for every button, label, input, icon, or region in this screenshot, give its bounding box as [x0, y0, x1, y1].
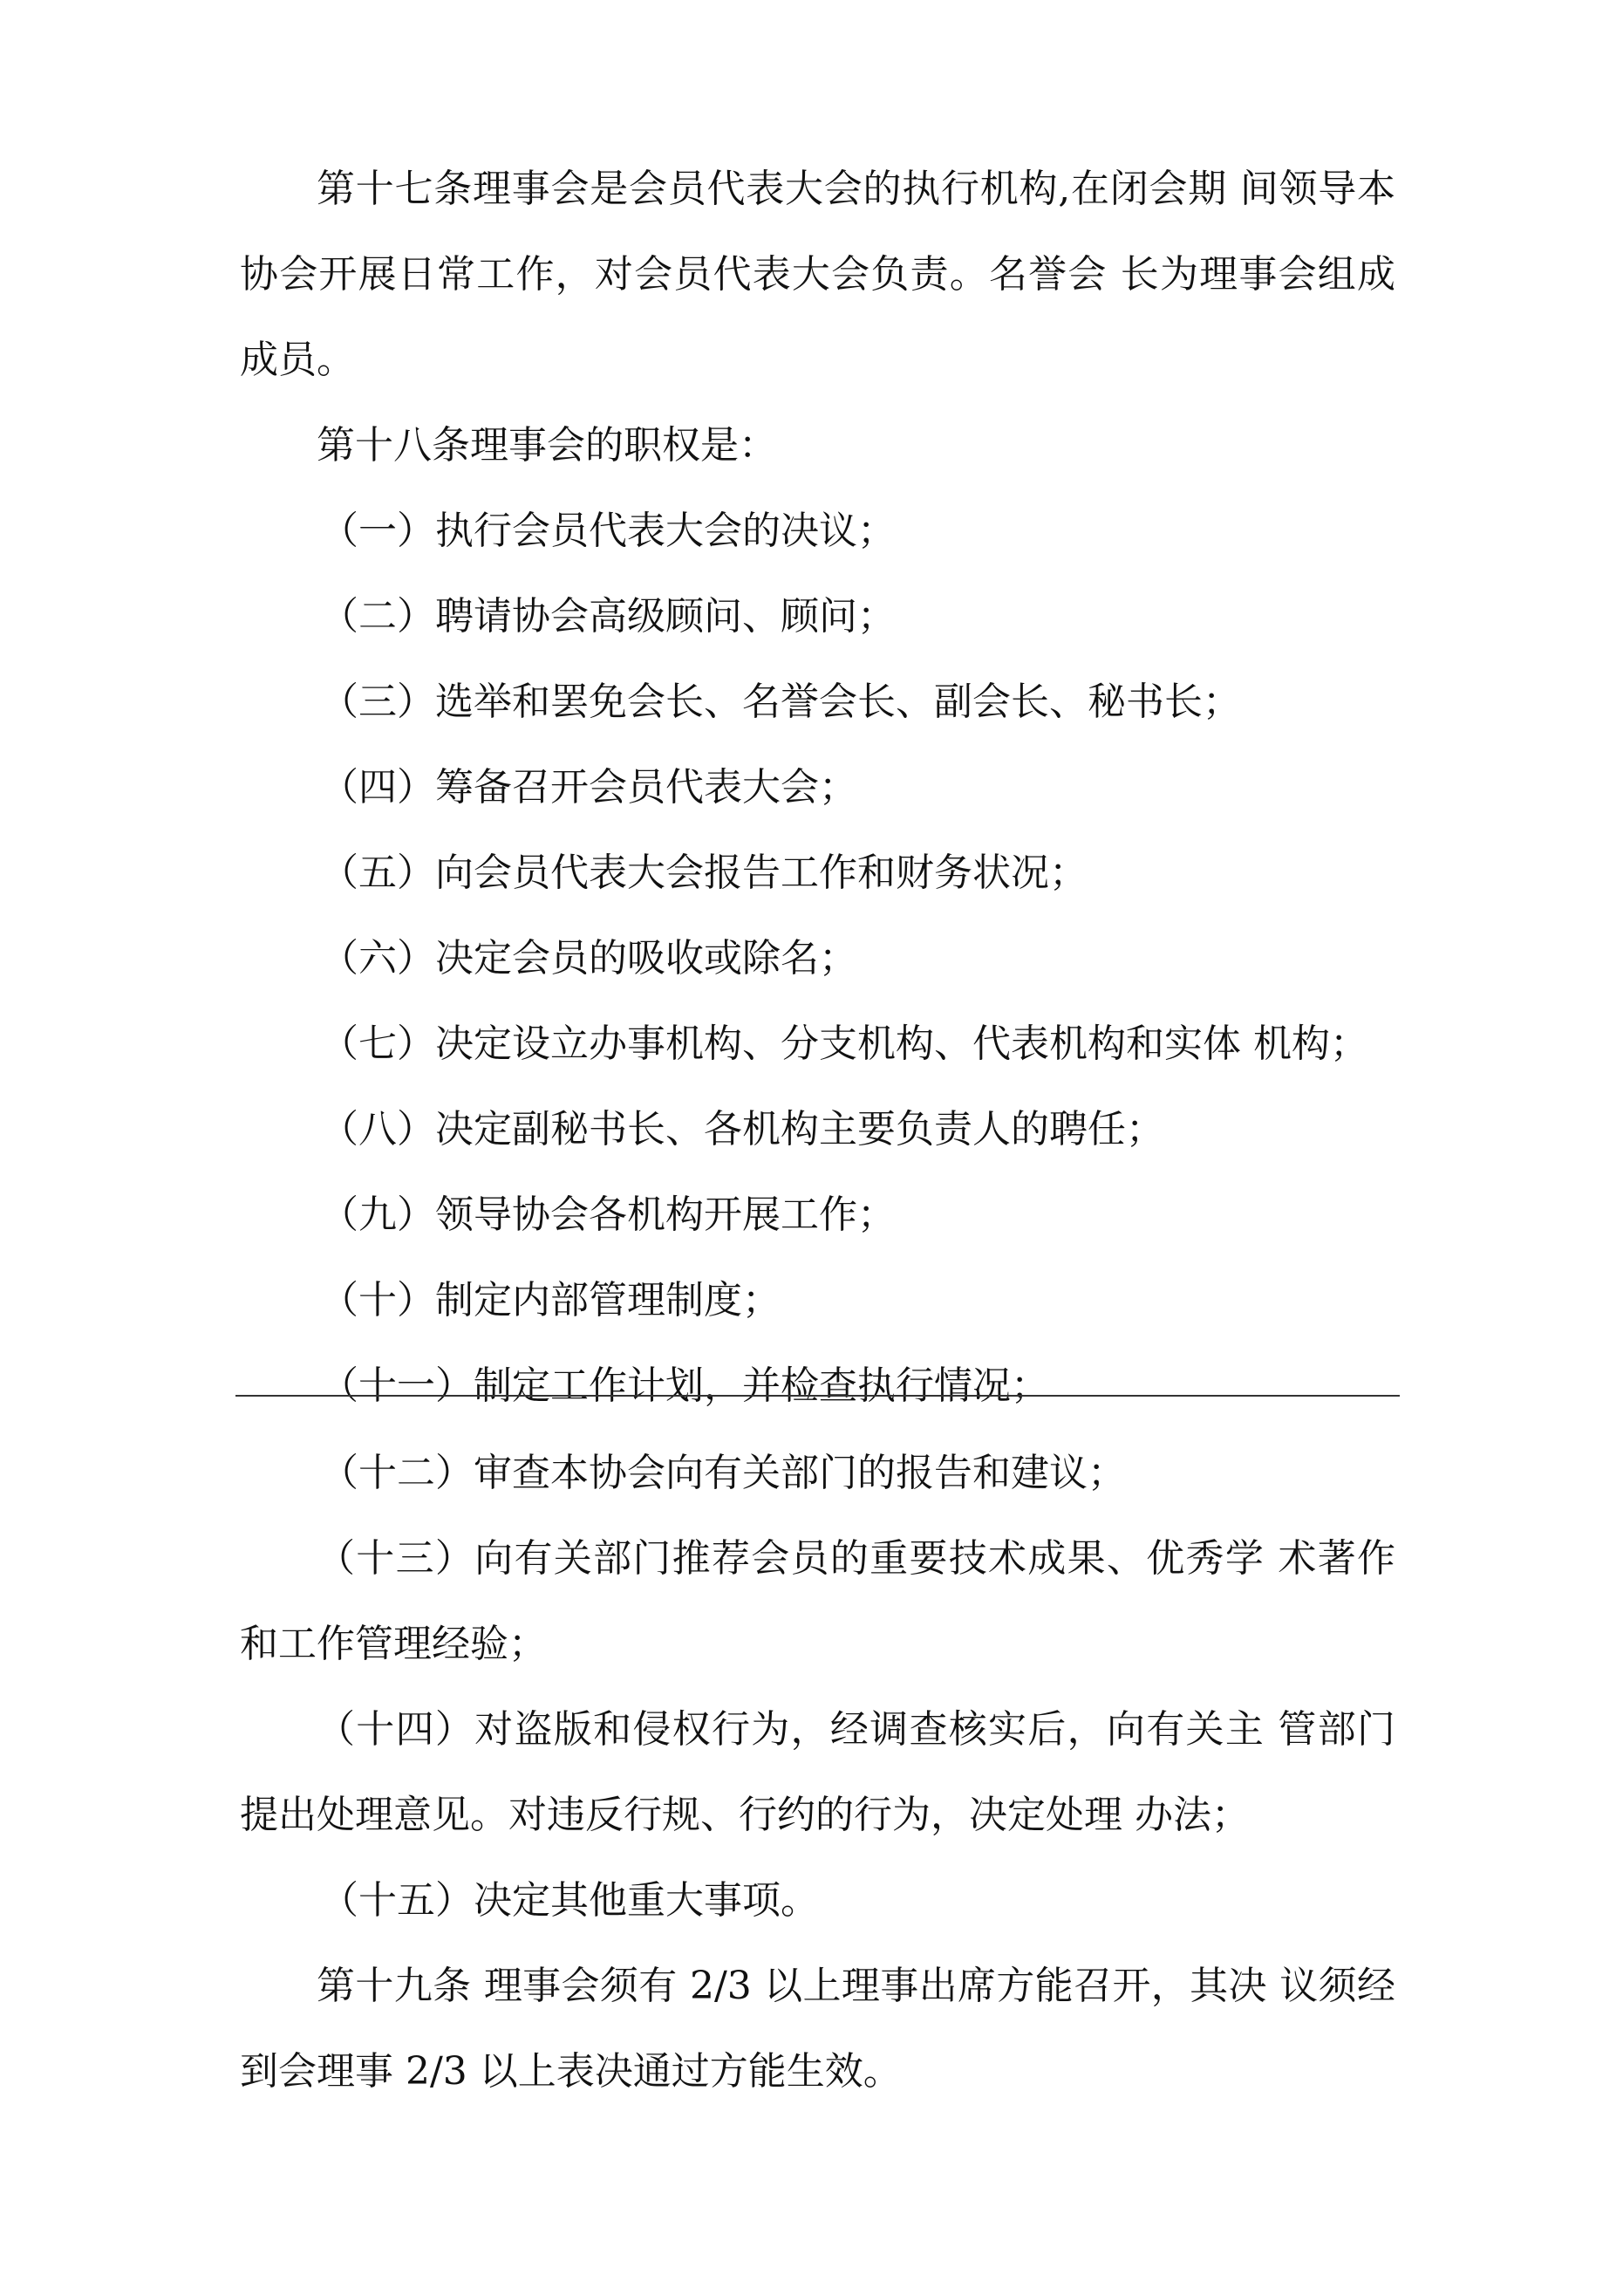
article-17-paragraph: 第十七条理事会是会员代表大会的执行机构,在闭会期 间领导本协会开展日常工作，对会员代表大会负责。名誉会 长为理事会组成成员。 [240, 167, 1395, 382]
horizontal-divider [235, 1395, 1400, 1397]
article-18-item-7: （七）决定设立办事机构、分支机构、代表机构和实体 机构； [320, 1022, 1368, 1066]
article-18-intro: 第十八条理事会的职权是： [317, 423, 777, 468]
article-18-item-6: （六）决定会员的吸收或除名； [320, 936, 857, 981]
article-18-item-5: （五）向会员代表大会报告工作和财务状况； [320, 851, 1088, 895]
article-18-item-9: （九）领导协会各机构开展工作； [320, 1192, 896, 1237]
article-18-item-3: （三）选举和罢免会长、名誉会长、副会长、秘书长； [320, 680, 1241, 724]
article-18-item-1: （一）执行会员代表大会的决议； [320, 509, 896, 553]
article-18-item-15: （十五）决定其他重大事项。 [320, 1878, 819, 1923]
article-19-paragraph: 第十九条 理事会须有 2/3 以上理事出席方能召开，其决 议须经到会理事 2/3 以上表决通过方能生效。 [240, 1964, 1395, 2094]
article-18-item-8: （八）决定副秘书长、各机构主要负责人的聘任； [320, 1107, 1164, 1151]
article-18-item-4: （四）筹备召开会员代表大会； [320, 765, 857, 810]
article-18-item-13: （十三）向有关部门推荐会员的重要技术成果、优秀学 术著作和工作管理经验； [240, 1536, 1395, 1666]
article-18-item-11: （十一）制定工作计划，并检查执行情况； [320, 1363, 1049, 1408]
article-18-item-10: （十）制定内部管理制度； [320, 1278, 781, 1322]
article-18-item-12: （十二）审查本协会向有关部门的报告和建议； [320, 1451, 1126, 1495]
article-18-item-2: （二）聘请协会高级顾问、顾问； [320, 594, 896, 639]
article-18-item-14: （十四）对盗版和侵权行为，经调查核实后，向有关主 管部门提出处理意见。对违反行规、行约的行为，决定处理 办法； [240, 1707, 1395, 1837]
